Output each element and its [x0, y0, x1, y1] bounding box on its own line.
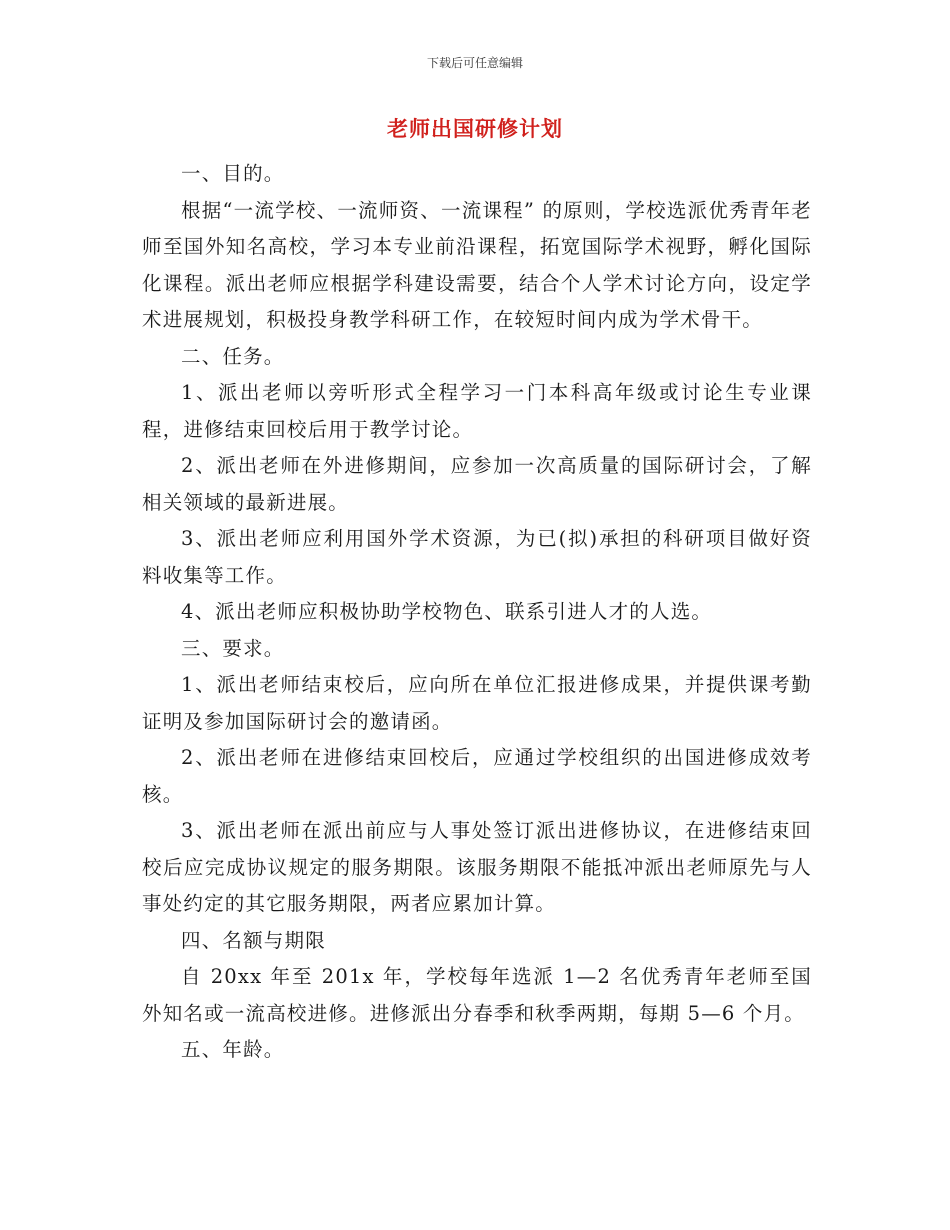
header-note: 下载后可任意编辑	[426, 56, 523, 70]
paragraph-quota: 自 20xx 年至 201x 年，学校每年选派 1—2 名优秀青年老师至国外知名或一流高校进修。进修派出分春季和秋季两期，每期 5—6 个月。	[142, 965, 812, 1025]
section-heading-age: 五、年龄。	[181, 1038, 285, 1061]
task-item-1: 1、派出老师以旁听形式全程学习一门本科高年级或讨论生专业课程，进修结束回校后用于教学讨论。	[142, 381, 812, 441]
requirement-item-2: 2、派出老师在进修结束回校后，应通过学校组织的出国进修成效考核。	[142, 746, 812, 806]
section-heading-requirements: 三、要求。	[181, 636, 285, 660]
requirement-item-1: 1、派出老师结束校后，应向所在单位汇报进修成果，并提供课考勤证明及参加国际研讨会的邀请函。	[142, 673, 812, 733]
section-heading-purpose: 一、目的。	[181, 162, 285, 185]
paragraph-purpose: 根据“一流学校、一流师资、一流课程” 的原则，学校选派优秀青年老师至国外知名高校，学习本专业前沿课程，拓宽国际学术视野，孵化国际化课程。派出老师应根据学科建设需要，结合个人学术讨论方向，设定学术进展规划，积极投身教学科研工作，在较短时间内成为学术骨干。	[142, 198, 812, 331]
document-title: 老师出国研修计划	[387, 117, 563, 141]
task-item-2: 2、派出老师在外进修期间，应参加一次高质量的国际研讨会，了解相关领域的最新进展。	[142, 454, 812, 514]
section-heading-tasks: 二、任务。	[181, 344, 285, 368]
task-item-3: 3、派出老师应利用国外学术资源，为已(拟)承担的科研项目做好资料收集等工作。	[142, 527, 812, 587]
document-body	[142, 156, 812, 1069]
section-heading-quota: 四、名额与期限	[181, 928, 326, 952]
task-item-4: 4、派出老师应积极协助学校物色、联系引进人才的人选。	[181, 600, 713, 623]
requirement-item-3: 3、派出老师在派出前应与人事处签订派出进修协议，在进修结束回校后应完成协议规定的服务期限。该服务期限不能抵冲派出老师原先与人事处约定的其它服务期限，两者应累加计算。	[142, 819, 812, 915]
